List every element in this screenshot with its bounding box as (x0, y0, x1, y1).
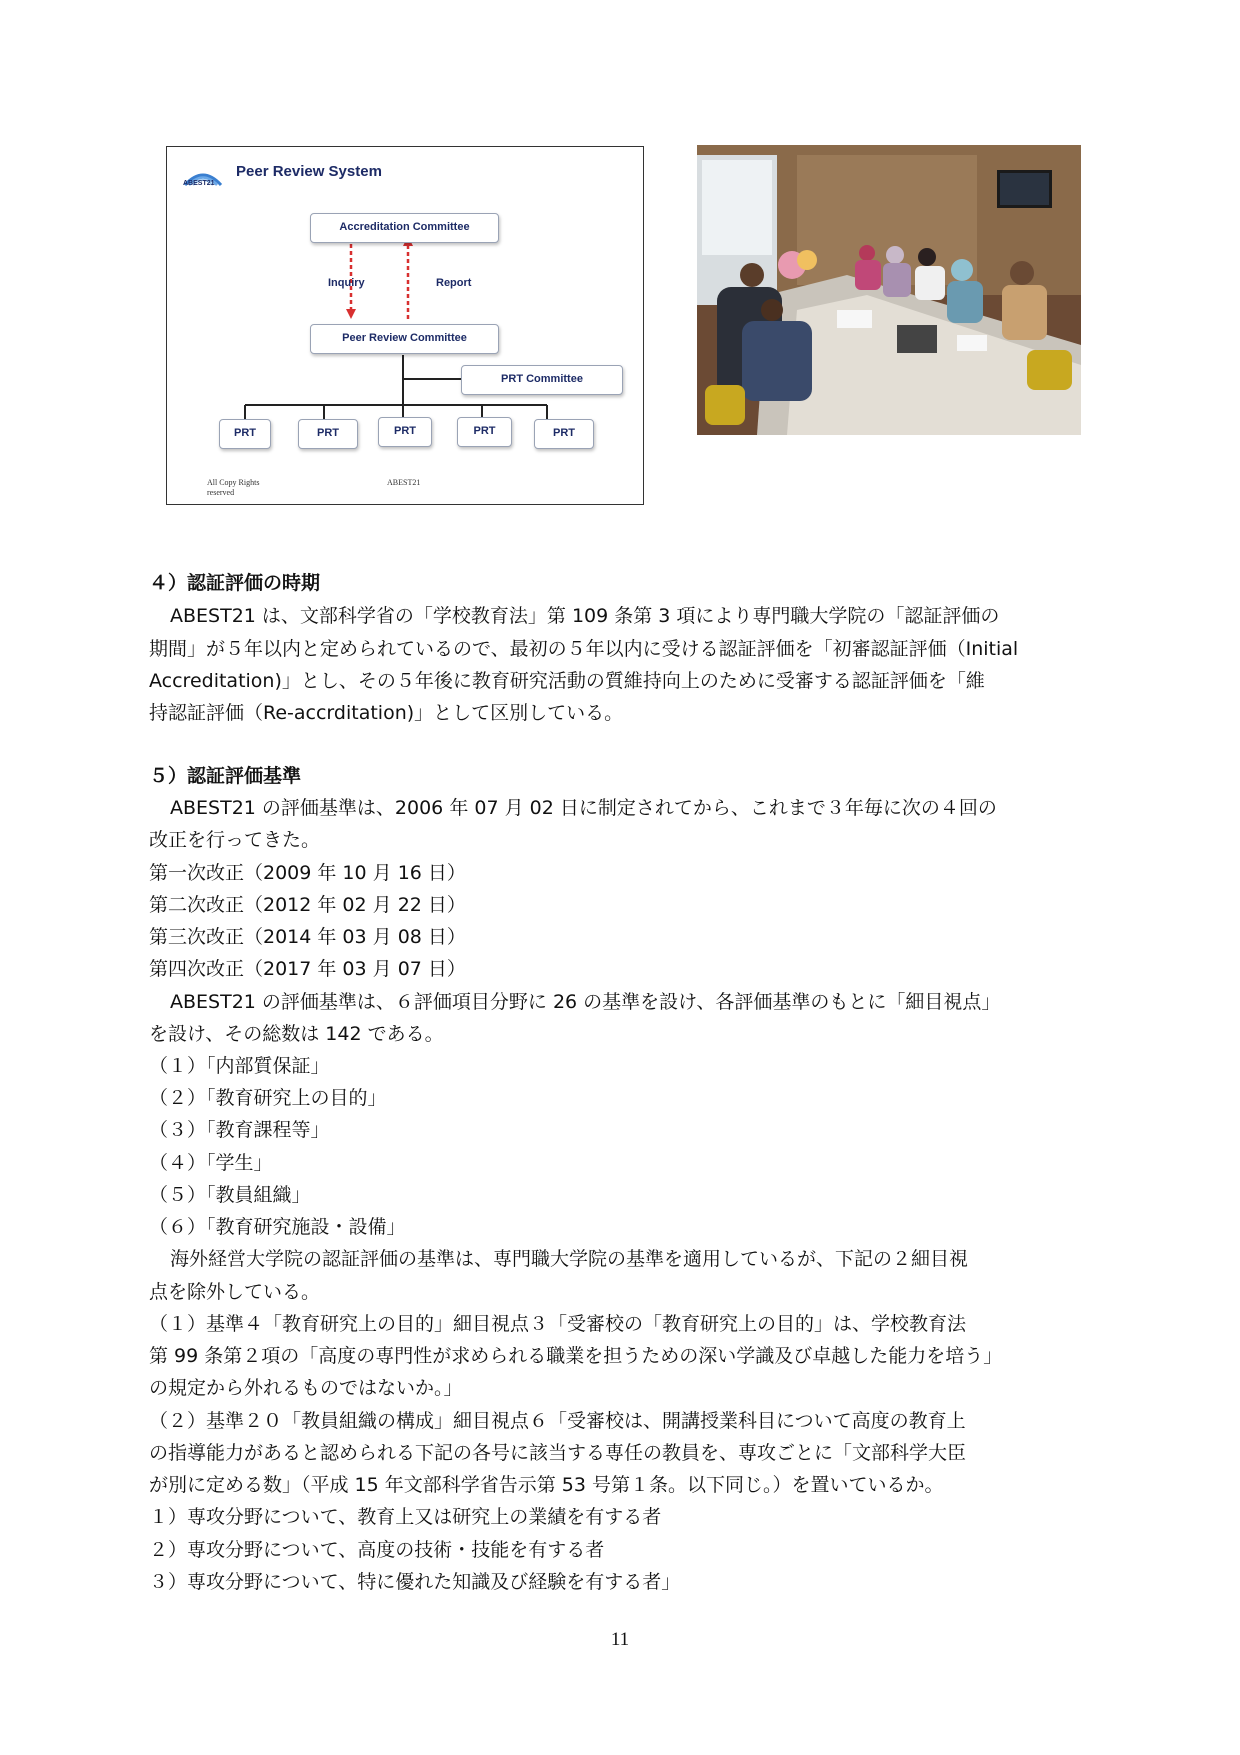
prt-box: PRT (457, 417, 512, 447)
section4-line: ABEST21 は、文部科学省の「学校教育法」第 109 条第 3 項により専門職大学院の「認証評価の (170, 605, 1000, 627)
section5-line: ABEST21 の評価基準は、６評価項目分野に 26 の基準を設け、各評価基準のもとに「細目視点」 (170, 991, 1001, 1013)
prt-box: PRT (534, 419, 594, 449)
meeting-photo (697, 145, 1081, 435)
revision-item: 第四次改正（2017 年 03 月 07 日） (149, 958, 466, 980)
section5-line: を設け、その総数は 142 である。 (149, 1023, 444, 1045)
section4-line: Accreditation)」とし、その５年後に教育研究活動の質維持向上のために受審する認証評価を「維 (149, 670, 985, 692)
section5-line: 点を除外している。 (149, 1281, 321, 1303)
section5-line: （１）基準４「教育研究上の目的」細目視点３「受審校の「教育研究上の目的」は、学校教育法 (149, 1313, 967, 1335)
section5-heading: ５）認証評価基準 (149, 765, 302, 787)
slide-title: Peer Review System (236, 163, 382, 180)
slide-footer-center: ABEST21 (387, 478, 421, 487)
section4-heading: ４）認証評価の時期 (149, 572, 321, 594)
section5-line: ３）専攻分野について、特に優れた知識及び経験を有する者」 (149, 1571, 681, 1593)
revision-item: 第二次改正（2012 年 02 月 22 日） (149, 894, 466, 916)
peer-review-committee-box: Peer Review Committee (310, 324, 499, 354)
section5-line: １）専攻分野について、教育上又は研究上の業績を有する者 (149, 1506, 662, 1528)
section5-line: （２）基準２０「教員組織の構成」細目視点６「受審校は、開講授業科目について高度の教育上 (149, 1410, 966, 1432)
prt-committee-box: PRT Committee (461, 365, 623, 395)
prt-box: PRT (219, 419, 271, 449)
accreditation-committee-box: Accreditation Committee (310, 213, 499, 243)
section4-line: 持認証評価（Re-accrditation)」として区別している。 (149, 702, 624, 724)
criteria-item: （４）「学生」 (149, 1152, 273, 1174)
report-label: Report (436, 277, 472, 289)
logo-text: ABEST21 (183, 180, 215, 187)
peer-review-system-slide (166, 146, 644, 505)
prt-box: PRT (298, 419, 358, 449)
section5-line: 第 99 条第２項の「高度の専門性が求められる職業を担うための深い学識及び卓越した能力を培う」 (149, 1345, 1003, 1367)
section4-line: 期間」が５年以内と定められているので、最初の５年以内に受ける認証評価を「初審認証評価（Initial (149, 638, 1019, 660)
page-number: 11 (610, 1629, 630, 1650)
revision-item: 第一次改正（2009 年 10 月 16 日） (149, 862, 466, 884)
criteria-item: （５）「教員組織」 (149, 1184, 311, 1206)
section5-line: ABEST21 の評価基準は、2006 年 07 月 02 日に制定されてから、これまで３年毎に次の４回の (170, 797, 997, 819)
criteria-item: （１）「内部質保証」 (149, 1055, 330, 1077)
section5-line: ２）専攻分野について、高度の技術・技能を有する者 (149, 1539, 605, 1561)
section5-line: 海外経営大学院の認証評価の基準は、専門職大学院の基準を適用しているが、下記の２細目視 (170, 1248, 969, 1270)
revision-item: 第三次改正（2014 年 03 月 08 日） (149, 926, 466, 948)
inquiry-label: Inquiry (328, 277, 365, 289)
section5-line: が別に定める数」（平成 15 年文部科学省告示第 53 号第１条。以下同じ。）を置いているか。 (149, 1474, 944, 1496)
section5-line: の指導能力があると認められる下記の各号に該当する専任の教員を、専攻ごとに「文部科学大臣 (149, 1442, 967, 1464)
criteria-item: （６）「教育研究施設・設備」 (149, 1216, 406, 1238)
slide-footer-copyright: All Copy Rights reserved (207, 478, 260, 497)
section5-line: 改正を行ってきた。 (149, 829, 321, 851)
criteria-item: （３）「教育課程等」 (149, 1119, 330, 1141)
section5-line: の規定から外れるものではないか。」 (149, 1377, 463, 1399)
criteria-item: （２）「教育研究上の目的」 (149, 1087, 387, 1109)
prt-box: PRT (378, 417, 432, 447)
